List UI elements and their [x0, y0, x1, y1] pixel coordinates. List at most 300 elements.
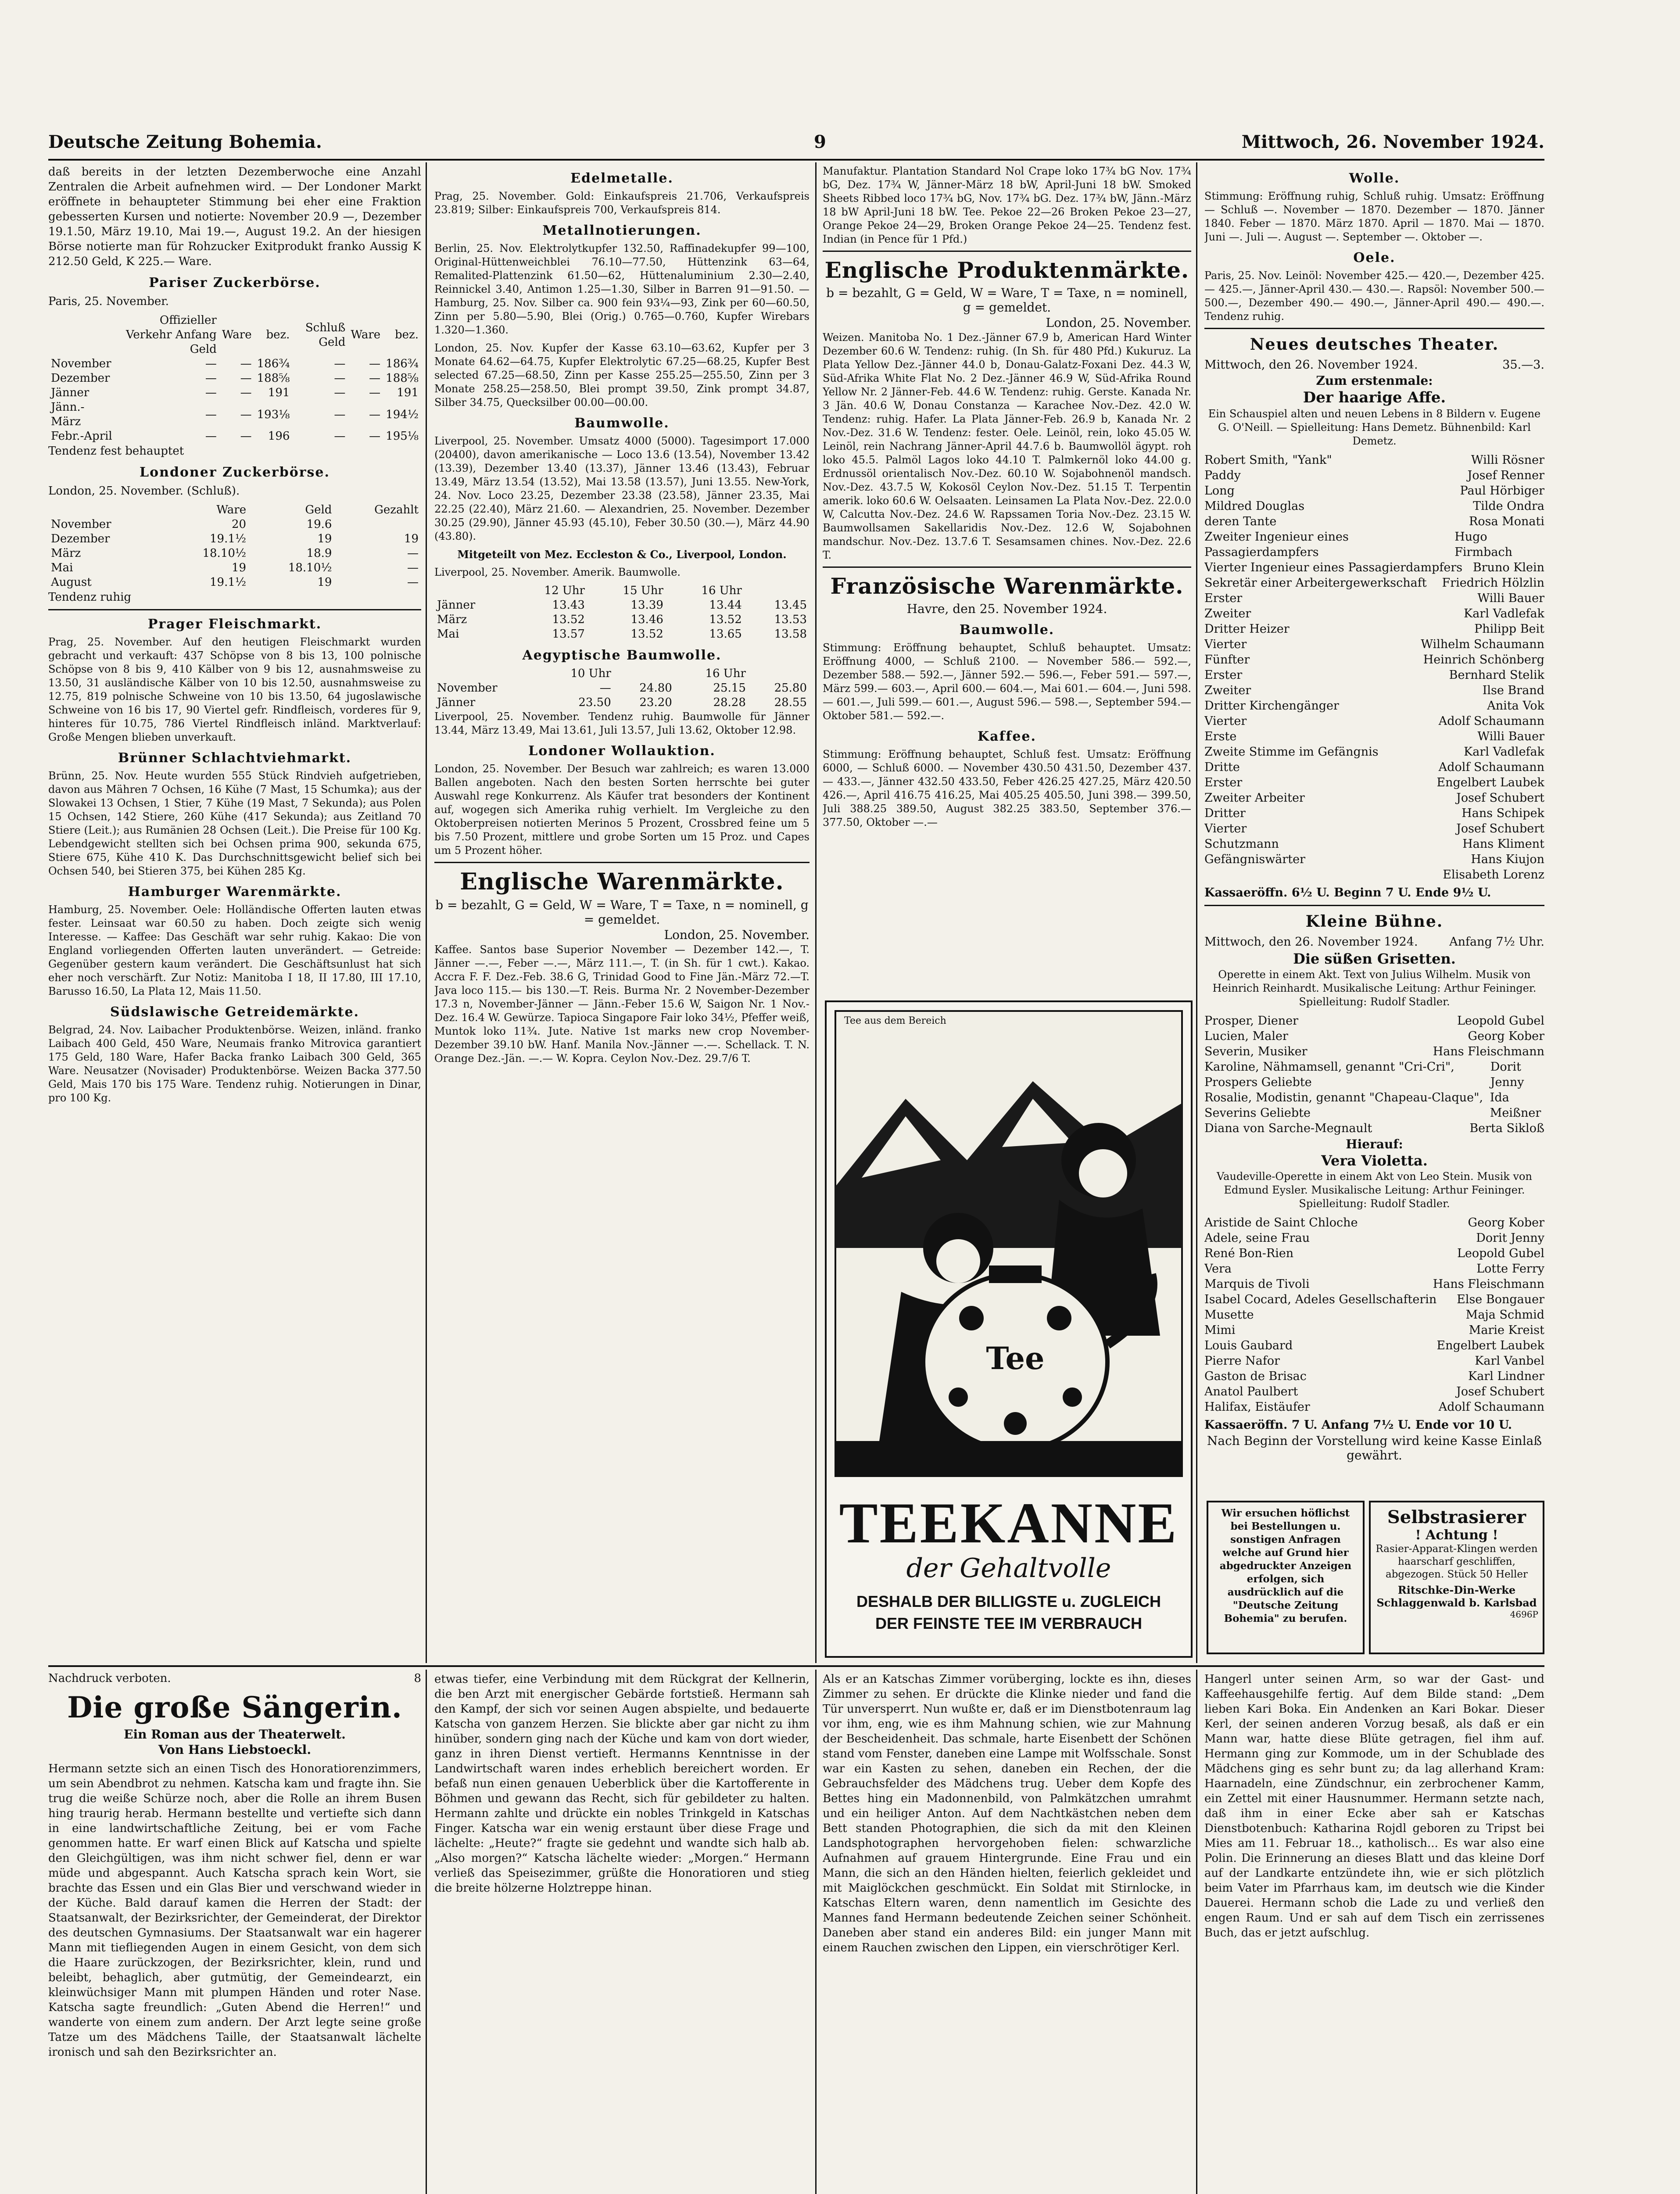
- actor-name: Josef Schubert: [1456, 822, 1544, 835]
- cell: 19.1½: [210, 532, 247, 545]
- razor-firm: Ritschke-Din-Werke Schlaggenwald b. Karlsbad: [1376, 1584, 1537, 1609]
- engl-produkten-title: Englische Produktenmärkte.: [824, 257, 1189, 283]
- cell: [334, 517, 421, 532]
- cast-row: [1204, 1090, 1544, 1121]
- agypt-title: Aegyptische Baumwolle.: [522, 648, 722, 663]
- feuilleton-rule: [48, 1665, 1544, 1667]
- cast-row: [1204, 1384, 1544, 1399]
- london-metal-text: London, 25. Nov. Kupfer der Kasse 63.10—63.62, Kupfer per 3 Monate 64.62—64.75, Kupfer Elektrolytic 67.25—68.25, Kupfer Best selected 67.25—68.50, Zinn per Kasse 255.25—255.50, Zinn per 3 Monate 258.25—258.50, Blei prompt 39.50, Zink prompt 34.87, Silber 34.75, Quecksilber 00.00—00.00.: [434, 342, 810, 409]
- cast-row: [1204, 683, 1544, 698]
- column-markets-1: [48, 165, 421, 1661]
- cast-row: [1204, 1323, 1544, 1338]
- teapot-dot: [1047, 1306, 1071, 1330]
- kb-note: Nach Beginn der Vorstellung wird keine Kasse Einlaß gewährt.: [1207, 1434, 1542, 1463]
- actor-name: Marie Kreist: [1469, 1323, 1544, 1337]
- wolle-text: Stimmung: Eröffnung ruhig, Schluß ruhig. Umsatz: Eröffnung — Schluß —. November — 1870. Dezember — 1870. Jänner 1840. Feber — 1870. März 1870. April — 1870. Mai — 1870. Juni —. Juli —. August —. September —. Oktober —.: [1204, 190, 1544, 243]
- table-row: [48, 400, 421, 429]
- theater-first-time: Zum erstenmale:: [1316, 373, 1433, 388]
- role-name: Zweiter: [1204, 684, 1251, 697]
- suedslaw-text: Belgrad, 24. Nov. Laibacher Produktenbörse. Weizen, inländ. franko Laibach 400 Geld, 450 Ware, Neumais franko Mitrovica garantiert 175 Geld, 180 Ware, Hafer Backa franko Laibach 300 Geld, 365 Ware. Neusatzer (Novisader) Produktenbörse. Weizen Backa 377.50 Geld, Mais 170 bis 175 Ware. Tendenz ruhig. Notierungen in Dinar, pro 100 Kg.: [48, 1024, 421, 1104]
- ground-shape: [835, 1441, 1182, 1476]
- role-name: Dritter: [1204, 807, 1246, 820]
- cast-row: [1204, 591, 1544, 606]
- table-row: [48, 546, 421, 561]
- column-divider: [815, 162, 817, 1663]
- cast-row: [1204, 1338, 1544, 1353]
- table-row: [48, 386, 421, 400]
- table-row: [434, 695, 810, 710]
- cell: 191: [397, 386, 419, 399]
- kb-desc2: Vaudeville-Operette in einem Akt von Leo Stein. Musik von Edmund Eysler. Musikalische Leitung: Arthur Feininger. Spielleitung: Rudolf Stadler.: [1217, 1170, 1532, 1210]
- cell: 13.44: [709, 599, 742, 612]
- page-number: 9: [814, 132, 826, 152]
- cell: 186¾: [386, 357, 419, 370]
- table-header: bez.: [395, 328, 419, 341]
- cell: 13.43: [552, 599, 585, 612]
- table-row: [48, 313, 421, 357]
- cast-row: [1204, 1307, 1544, 1323]
- page-header: [48, 132, 1544, 158]
- actor-name: Hugo Firmbach: [1454, 530, 1512, 559]
- divider: [1204, 328, 1544, 329]
- kb-play-title: Die süßen Grisetten.: [1293, 950, 1456, 967]
- actor-name: Willi Rösner: [1471, 453, 1544, 467]
- cell: 13.52: [709, 613, 742, 626]
- role-name: Erster: [1204, 668, 1243, 682]
- cell: November: [51, 518, 111, 531]
- cast-row: [1204, 1261, 1544, 1276]
- razor-ad: [1369, 1501, 1544, 1654]
- man-face: [936, 1239, 980, 1283]
- cell: —: [240, 372, 252, 385]
- actor-name: Adolf Schaumann: [1438, 714, 1544, 728]
- cell: 25.15: [713, 681, 746, 695]
- divider: [1204, 905, 1544, 906]
- teekanne-slogan: der Gehaltvolle: [906, 1553, 1111, 1584]
- role-name: Halifax, Eistäufer: [1204, 1400, 1310, 1414]
- actor-name: Georg Kober: [1468, 1216, 1544, 1230]
- kb-desc: Operette in einem Akt. Text von Julius Wilhelm. Musik von Heinrich Reinhardt. Musikalische Leitung: Arthur Feininger. Spielleitung: Rudolf Stadler.: [1212, 968, 1537, 1008]
- role-name: Vera: [1204, 1262, 1232, 1276]
- cell: 186¾: [257, 357, 290, 370]
- paris-tendency: Tendenz fest behauptet: [48, 445, 184, 458]
- razor-code: 4696P: [1510, 1609, 1538, 1620]
- feuilleton-col-4: [1204, 1672, 1544, 2194]
- table-row: [48, 371, 421, 386]
- role-name: Schutzmann: [1204, 837, 1279, 851]
- feuilleton-col-2: [434, 1672, 810, 2194]
- table-header: 10 Uhr: [570, 667, 611, 680]
- kb-play2-title: Vera Violetta.: [1321, 1152, 1428, 1169]
- table-header: 16 Uhr: [705, 667, 746, 680]
- header-rule: [48, 159, 1544, 161]
- prod-text: Weizen. Manitoba No. 1 Dez.-Jänner 67.9 b, American Hard Winter Dezember 60.6 W. Tendenz: ruhig. (In Sh. für 480 Pfd.) Kukuruz. La Plata Yellow Dez.-Jänner 44.0 b, Donau-Galatz-Foxani Dez. 44.3 W, Süd-Afrika White Flat No. 2 Dez.-Jänner 46.9 W, Süd-Afrika Round Yellow Nr. 2 Jänner-Feb. 44.6 W. Tendenz: ruhig. Gerste. Kanada Nr. 3 Jän. 40.6 W, Donau Constanza — Karachee Nov.-Dez. 42.0 W. Tendenz: ruhig. Hafer. La Plata Jänner-Feb. 26.9 b, Kanada Nr. 2 Nov.-Dez. 31.6 W. Tendenz: fester. Oele. Leinöl, rein, loko 45.05 W. Leinöl, rein Nachrang Jänner-April 44.7.6 b. Baumwollöl ägypt. roh loko 45.5. Palmöl Lagos loko 44.10 T. Palmkernöl loko 44.00 g. Erdnussöl orientalisch Nov.-Dez. 60.10 W. Sojabohnenöl mandsch. Nov.-Dez. 43.7.5 W, Kokosöl Ceylon Nov.-Dez. 51.15 T. Terpentin amerik. loko 60.6 W. Oelsaaten. Leinsamen La Plata Nov.-Dez. 22.0.0 W, Calcutta Nov.-Dez. 24.6 W. Rapssamen Toria Nov.-Dez. 23.15 W. Baumwollsamen Sakellaridis Nov.-Dez. 12.6 W, Sojabohnen mandschur. Nov.-Dez. 13.7.6 T. Sesamsamen chines. Nov.-Dez. 22.6 T.: [823, 331, 1191, 561]
- cell: 28.28: [713, 696, 746, 709]
- table-row: [434, 598, 810, 613]
- franz-bw-title: Baumwolle.: [959, 622, 1055, 638]
- kb-cast-list-2: [1204, 1215, 1544, 1415]
- cast-row: [1204, 790, 1544, 806]
- role-name: Zweiter Ingenieur eines Passagierdampfers: [1204, 530, 1349, 559]
- cast-row: [1204, 1276, 1544, 1292]
- actor-name: Ilse Brand: [1482, 684, 1544, 697]
- actor-name: Karl Lindner: [1468, 1369, 1544, 1383]
- cell: 195⅛: [386, 430, 419, 443]
- role-name: Marquis de Tivoli: [1204, 1277, 1310, 1291]
- kb-date: Mittwoch, den 26. November 1924.: [1204, 935, 1418, 949]
- cell: November: [437, 681, 498, 695]
- table-row: [48, 357, 421, 371]
- actor-name: Josef Schubert: [1456, 1385, 1544, 1398]
- london-sugar-table: [48, 503, 421, 590]
- teekanne-line2: DER FEINSTE TEE IM VERBRAUCH: [875, 1614, 1143, 1632]
- cast-row: [1204, 1353, 1544, 1369]
- actor-name: Friedrich Hölzlin: [1442, 576, 1544, 590]
- table-row: [434, 681, 810, 695]
- teapot-dot: [1063, 1387, 1082, 1407]
- teekanne-illustration: [827, 1002, 1191, 1485]
- cell: —: [240, 357, 252, 370]
- actor-name: Leopold Gubel: [1457, 1014, 1544, 1028]
- actor-name: Rosa Monati: [1469, 515, 1544, 528]
- actor-name: Hans Fleischmann: [1433, 1045, 1544, 1058]
- cell: —: [407, 576, 419, 589]
- teekanne-brand: TEEKANNE: [839, 1491, 1179, 1555]
- role-name: Aristide de Saint Chloche: [1204, 1216, 1358, 1230]
- cell: [749, 667, 810, 681]
- cast-row: [1204, 1215, 1544, 1230]
- cell: —: [240, 386, 252, 399]
- cast-row: [1204, 821, 1544, 836]
- actor-name: Leopold Gubel: [1457, 1247, 1544, 1260]
- role-name: René Bon-Rien: [1204, 1247, 1294, 1260]
- actor-name: Lotte Ferry: [1476, 1262, 1544, 1276]
- table-header: Geld: [305, 503, 332, 516]
- actor-name: Willi Bauer: [1477, 592, 1544, 605]
- role-name: Louis Gaubard: [1204, 1339, 1293, 1352]
- cast-row: [1204, 775, 1544, 790]
- story-title: Die große Sängerin.: [67, 1690, 402, 1724]
- cell: Mai: [51, 561, 73, 574]
- role-name: Dritte: [1204, 760, 1240, 774]
- cast-row: [1204, 606, 1544, 621]
- cast-row: [1204, 1246, 1544, 1261]
- london-sugar-title: Londoner Zuckerbörse.: [140, 465, 330, 480]
- paris-sugar-table: [48, 313, 421, 444]
- kb-hierauf: Hierauf:: [1346, 1137, 1403, 1151]
- role-name: deren Tante: [1204, 515, 1277, 528]
- actor-name: Karl Vadlefak: [1464, 745, 1544, 759]
- actor-name: Berta Sikloß: [1469, 1122, 1544, 1135]
- cell: —: [205, 408, 217, 421]
- cast-row: [1204, 575, 1544, 591]
- cell: —: [205, 357, 217, 370]
- role-name: Karoline, Nähmamsell, genannt "Cri-Cri", Prospers Geliebte: [1204, 1060, 1454, 1089]
- table-header: 16 Uhr: [701, 584, 742, 597]
- cell: 13.57: [552, 627, 585, 641]
- franz-date: Havre, den 25. November 1924.: [906, 602, 1107, 616]
- razor-text: Rasier-Apparat-Klingen werden haarscharf geschliffen, abgezogen. Stück 50 Heller: [1376, 1543, 1538, 1580]
- table-row: [434, 667, 810, 681]
- actor-name: Philipp Beit: [1474, 622, 1544, 636]
- cell: 28.55: [774, 696, 807, 709]
- table-row: [48, 561, 421, 575]
- table-header: Ware: [216, 503, 247, 516]
- cell: —: [205, 372, 217, 385]
- actor-name: Bruno Klein: [1472, 561, 1544, 574]
- table-header: Gezahlt: [374, 503, 419, 516]
- cast-row: [1204, 744, 1544, 760]
- actor-name: Karl Vanbel: [1475, 1354, 1544, 1368]
- franz-waren-title: Französische Warenmärkte.: [830, 573, 1184, 599]
- role-name: Zweite Stimme im Gefängnis: [1204, 745, 1379, 759]
- table-header: 12 Uhr: [544, 584, 585, 597]
- cell: 18.9: [306, 547, 332, 560]
- wolle-auction-title: Londoner Wollauktion.: [528, 743, 716, 759]
- baumwolle-title: Baumwolle.: [574, 416, 670, 431]
- table-header: bez.: [266, 328, 290, 341]
- cell: August: [51, 576, 92, 589]
- notice-text: Wir ersuchen höflichst bei Bestellungen u. sonstigen Anfragen welche auf Grund hier abgedruckter Anzeigen erfolgen, sich ausdrücklich auf die "Deutsche Zeitung Bohemia" zu berufen.: [1219, 1507, 1352, 1624]
- column-theater: [1204, 165, 1544, 1499]
- actor-name: Karl Vadlefak: [1464, 607, 1544, 620]
- column-divider: [815, 1670, 817, 2194]
- wolle-auction-text: London, 25. November. Der Besuch war zahlreich; es waren 13.000 Ballen angeboten. Nach den besten Sorten herrschte bei guter Auswahl rege Konkurrenz. Als Käufer trat besonders der Kontinent auf, wogegen sich Amerika ruhig verhielt. Im Vergleiche zu den Oktoberpreisen notierten Merinos 5 Prozent, Crossbred feine um 5 bis 7.50 Prozent, mittlere und grobe Sorten um 15 Proz. und Capes um 5 Prozent höher.: [434, 763, 810, 857]
- role-name: Mildred Douglas: [1204, 499, 1305, 513]
- actor-name: Adolf Schaumann: [1438, 1400, 1544, 1414]
- cell: —: [369, 430, 381, 443]
- header-date: Mittwoch, 26. November 1924.: [1241, 132, 1544, 152]
- cell: 188⅝: [257, 372, 290, 385]
- metall-title: Metallnotierungen.: [542, 223, 702, 238]
- role-name: Anatol Paulbert: [1204, 1385, 1298, 1398]
- role-name: Isabel Cocard, Adeles Gesellschafterin: [1204, 1293, 1437, 1306]
- cell: Jänn.-März: [51, 401, 85, 428]
- kb-cast-list: [1204, 1013, 1544, 1136]
- cast-row: [1204, 529, 1544, 560]
- london-tendency: Tendenz ruhig: [48, 591, 132, 604]
- prod-legend: b = bezahlt, G = Geld, W = Ware, T = Taxe, n = nominell, g = gemeldet.: [826, 286, 1188, 315]
- column-divider: [1196, 162, 1197, 1663]
- role-name: Pierre Nafor: [1204, 1354, 1280, 1368]
- cast-row: [1204, 760, 1544, 775]
- actor-name: Else Bongauer: [1457, 1293, 1544, 1306]
- cell: 19: [317, 576, 332, 589]
- cell: —: [334, 386, 346, 399]
- razor-sub: ! Achtung !: [1415, 1527, 1498, 1543]
- table-header: [48, 313, 115, 357]
- table-row: [48, 575, 421, 590]
- cast-row: [1204, 806, 1544, 821]
- franz-kaffee-text: Stimmung: Eröffnung behauptet, Schluß fest. Umsatz: Eröffnung 6000, — Schluß 6000. — November 430.50 431.50, Dezember 437.— 433.—, Jänner 432.50 433.50, Feber 426.25 427.25, März 420.50 426.—, April 416.75 416.25, Mai 405.25 405.50, Juni 398.— 399.50, Juli 388.25 389.50, August 382.25 383.50, September 376.— 377.50, Oktober —.—: [823, 748, 1191, 828]
- theater-cast-list: [1204, 452, 1544, 882]
- cell: —: [407, 547, 419, 560]
- role-name: Vierter Ingenieur eines Passagierdampfers: [1204, 561, 1463, 574]
- cell: —: [334, 430, 346, 443]
- engl-waren-title: Englische Warenmärkte.: [460, 868, 784, 895]
- kautschuk-tee-text: Manufaktur. Plantation Standard Nol Crape loko 17¾ bG Nov. 17¾ bG, Dez. 17¾ W, Jänner-März 18 bW, April-Juni 18 bW. Smoked Sheets Ribbed loco 17¾ bG, Nov. 17¾ bG. Dez. 17¾ bW, Jänn.-März 18 bW April-Juni 18 bW. Tee. Pekoe 22—26 Broken Pekoe 23—27, Orange Pekoe 24—29, Broken Orange Pekoe 24—25. Tendenz fest. Indian (in Pence für 1 Pfd.): [823, 165, 1191, 245]
- cast-row: [1204, 713, 1544, 729]
- cell: 25.80: [774, 681, 807, 695]
- prager-meat-text: Prag, 25. November. Auf den heutigen Fleischmarkt wurden gebracht und verkauft: 437 Schöpse von 8 bis 13, 100 polnische Schöpse von 8 bis 9, 410 Kälber von 9 bis 12, ausnahmsweise zu 13.50, 31 ausländische Kälber von 10 bis 12.50, ausnahmsweise zu 12.75, 819 polnische Schweine von 10 bis 13.50, 64 jugoslawische Schweine von 16 bis 17, 90 Viertel gefr. Rindfleisch, vorderes für 9, hinteres für 10.75, 786 Viertel Rindfleisch inländ. Marktverlauf: Große Mengen blieben unverkauft.: [48, 636, 421, 743]
- cast-row: [1204, 1044, 1544, 1059]
- kb-times: Kassaeröffn. 7 U. Anfang 7½ U. Ende vor 10 U.: [1204, 1418, 1512, 1432]
- theater-abo: 35.—3.: [1502, 358, 1544, 372]
- role-name: Erster: [1204, 776, 1243, 789]
- actor-name: Hans Fleischmann: [1433, 1277, 1544, 1291]
- actor-name: Dorit Jenny: [1490, 1060, 1524, 1089]
- story-text-3: Als er an Katschas Zimmer vorüberging, lockte es ihn, dieses Zimmer zu sehen. Er drückte die Klinke nieder und fand die Tür unversperrt. Nun wußte er, daß er im Dienstbotenraum lag vor ihm, eng, wie es ihm Mahnung schien, wie zur Mahnung der Bescheidenheit. Das schmale, harte Eisenbett der Schönen stand vom Fenster, daneben eine Lampe mit Wolfsschale. Sonst war ein Kasten zu sehen, daneben ein Rechen, der die Gebrauchsfelder des Mädchens trug. Ueber dem Kopfe des Bettes hing ein Madonnenbild, von Palmkätzchen umrahmt und ein heiliger Anton. Auf dem Nachtkästchen neben dem Bett standen Photographien, die sich da mit den Kleinen Landsphotographen hervorgehoben fielen: schwarzliche Aufnahmen auf grauem Hintergrunde. Eine Frau und ein Mann, die sich an den Händen hielten, feierlich gekleidet und mit Maiglöckchen geschmückt. Ein Soldat mit Stirnlocke, in Katschas Eltern waren, denn namentlich im Gesichte des Mannes fand Hermann bedeutende Zeichen seiner Schönheit. Daneben aber stand ein anderes Bild: ein junger Mann mit einem Rauchen zwischen den Lippen, ein vierschrötiger Kerl.: [823, 1673, 1191, 1954]
- role-name: Long: [1204, 484, 1235, 498]
- engl-legend: b = bezahlt, G = Geld, W = Ware, T = Taxe, n = nominell, g = gemeldet.: [435, 898, 809, 927]
- table-header: Schluß Geld: [305, 321, 346, 349]
- feuilleton-col-1: [48, 1672, 421, 2194]
- cell: Dezember: [51, 372, 110, 385]
- cell: 191: [268, 386, 290, 399]
- cell: 24.80: [639, 681, 672, 695]
- table-header: [434, 667, 540, 681]
- cell: 19: [317, 532, 332, 545]
- cast-row: [1204, 836, 1544, 852]
- cell: 19: [232, 561, 247, 574]
- table-header: [434, 584, 509, 598]
- cast-row: [1204, 1292, 1544, 1307]
- theater-title: Neues deutsches Theater.: [1250, 335, 1499, 354]
- divider: [823, 566, 1191, 568]
- cast-row: [1204, 1059, 1544, 1090]
- role-name: Robert Smith, "Yank": [1204, 453, 1332, 467]
- baumwolle-text: Liverpool, 25. November. Umsatz 4000 (5000). Tagesimport 17.000 (20400), davon amerikanische — Loco 13.6 (13.54), November 13.42 (13.39), Dezember 13.40 (13.37), Jänner 13.46 (13.43), Februar 13.49, März 13.54 (13.52), Mai 13.58 (13.57), Juni 13.55. New-York, 24. Nov. Loco 23.25, Dezember 23.38 (23.58), Jänner 23.35, Mai 22.25 (22.40), März 21.60. — Alexandrien, 25. November. Dezember 30.25 (29.90), Jänner 45.93 (45.10), Feber 30.50 (30.—), März 44.90 (43.80).: [434, 435, 810, 542]
- cell: 13.65: [709, 627, 742, 641]
- actor-name: Hans Schipek: [1461, 807, 1544, 820]
- kb-title: Kleine Bühne.: [1305, 912, 1444, 931]
- teapot-word: Tee: [986, 1340, 1045, 1377]
- role-name: Adele, seine Frau: [1204, 1231, 1310, 1245]
- role-name: Severin, Musiker: [1204, 1045, 1307, 1058]
- cell: —: [599, 681, 611, 695]
- role-name: Gefängniswärter: [1204, 853, 1306, 866]
- cast-row: [1204, 621, 1544, 637]
- actor-name: Tilde Ondra: [1473, 499, 1544, 513]
- story-subtitle: Ein Roman aus der Theaterwelt.: [124, 1727, 346, 1742]
- cell: [614, 667, 675, 681]
- role-name: Dritter Heizer: [1204, 622, 1290, 636]
- cast-row: [1204, 1013, 1544, 1029]
- teapot-lid: [989, 1265, 1042, 1283]
- kb-anfang: Anfang 7½ Uhr.: [1449, 935, 1544, 949]
- woman-face: [1079, 1149, 1127, 1197]
- cell: —: [240, 408, 252, 421]
- role-name: Paddy: [1204, 469, 1241, 482]
- role-name: Vierter: [1204, 638, 1247, 651]
- oele-text: Paris, 25. Nov. Leinöl: November 425.— 420.—, Dezember 425.— 425.—, Jänner-April 430.— 430.—. Rapsöl: November 500.— 500.—, Dezember 490.— 490.—, Jänner-April 490.— 490.—. Tendenz ruhig.: [1204, 269, 1544, 323]
- table-row: [434, 584, 810, 598]
- teapot-dot: [949, 1387, 968, 1407]
- oele-title: Oele.: [1353, 250, 1396, 265]
- theater-desc: Ein Schauspiel alten und neuen Lebens in 8 Bildern v. Eugene G. O'Neill. — Spielleitung: Hans Demetz. Bühnenbild: Karl Demetz.: [1208, 408, 1541, 447]
- role-name: Prosper, Diener: [1204, 1014, 1299, 1028]
- actor-name: Maja Schmid: [1465, 1308, 1544, 1322]
- cell: —: [369, 357, 381, 370]
- franz-bw-text: Stimmung: Eröffnung behauptet, Schluß behauptet. Umsatz: Eröffnung 4000, — Schluß 2100. — November 586.— 592.—, Dezember 588.— 592.—, Jänner 592.— 596.—, Feber 591.— 597.—, März 599.— 603.—, April 600.— 604.—, Mai 601.— 604.—, Juni 598.— 601.—, Juli 599.— 601.—, August 596.— 598.—, September 594.— Oktober 581.— 592.—.: [823, 642, 1191, 722]
- actor-name: Hans Kliment: [1462, 837, 1544, 851]
- column-markets-2: [434, 165, 810, 1661]
- table-row: [48, 532, 421, 546]
- cast-row: [1204, 483, 1544, 498]
- divider: [48, 609, 421, 610]
- actor-name: Willi Bauer: [1477, 730, 1544, 743]
- cell: —: [205, 430, 217, 443]
- actor-name: Ida Meißner: [1490, 1091, 1541, 1120]
- theater-times: Kassaeröffn. 6½ U. Beginn 7 U. Ende 9½ U.: [1204, 886, 1491, 900]
- brunner-text: Brünn, 25. Nov. Heute wurden 555 Stück Rindvieh aufgetrieben, davon aus Mähren 7 Ochsen, 16 Kühe (7 Mast, 15 Schumka); aus der Slowakei 13 Ochsen, 1 Stier, 7 Kühe (19 Mast, 7 Sekunda); aus Polen 15 Ochsen, 142 Stiere, 260 Kühe (417 Sekunda); aus Zeitland 70 Stiere (Leit.); aus Rumänien 28 Ochsen (Leit.). Die Preise für 100 Kg. Lebendgewicht stellten sich bei Ochsen prima 900, sekunda 675, Stiere 675, Kühe 410 K. Das Durchschnittsgewicht belief sich bei Ochsen 540, bei Stieren 375, bei Kühen 285 Kg.: [48, 770, 421, 877]
- cell: 194½: [386, 408, 419, 421]
- actor-name: Bernhard Stelik: [1449, 668, 1544, 682]
- kb-date-row: [1204, 934, 1544, 950]
- teapot-dot: [959, 1306, 984, 1330]
- cell: —: [407, 561, 419, 574]
- feuilleton-col-3: [823, 1672, 1191, 2194]
- cast-row: [1204, 514, 1544, 529]
- actor-name: Josef Renner: [1467, 469, 1544, 482]
- table-row: [48, 429, 421, 444]
- cast-row: [1204, 468, 1544, 483]
- column-divider: [426, 162, 427, 1663]
- cast-row: [1204, 667, 1544, 683]
- role-name: Erster: [1204, 592, 1243, 605]
- cell: 19.1½: [210, 576, 247, 589]
- cast-row: [1204, 637, 1544, 652]
- cell: Dezember: [51, 532, 110, 545]
- engl-waren-text: Kaffee. Santos base Superior November — Dezember 142.—, T. Jänner —.—, Feber —.—, März 111.—, T. (in Sh. für 1 cwt.). Kakao. Accra F. F. Dez.-Feb. 38.6 G, Trinidad Good to Fine Jän.-März 72.—T. Java loco 115.— bis 130.—T. Reis. Burma Nr. 2 November-Dezember 17.3 n, November-Jänner — Jänn.-Feber 15.6 W, Saigon Nr. 1 Nov.-Dez. 16.4 W. Gewürze. Tapioca Singapore Fair loko 34½, Pfeffer weiß, Muntok loko 11¾. Jute. Native 1st marks new crop November-Dezember 39.10 bW. Hanf. Manila Nov.-Jänner —.—. Schellack. T. N. Orange Dez.-Jän. —.— W. Kopra. Ceylon Nov.-Dez. 29.7/6 T.: [434, 943, 810, 1065]
- role-name: Fünfter: [1204, 653, 1250, 667]
- role-name: Zweiter: [1204, 607, 1251, 620]
- theater-date-row: [1204, 357, 1544, 373]
- cell: 13.53: [774, 613, 807, 626]
- actor-name: Josef Schubert: [1456, 791, 1544, 805]
- role-name: Sekretär einer Arbeitergewerkschaft: [1204, 576, 1427, 590]
- paris-date: Paris, 25. November.: [48, 295, 169, 308]
- teekanne-line1: DESHALB DER BILLIGSTE u. ZUGLEICH: [856, 1592, 1161, 1610]
- wolle-title: Wolle.: [1349, 171, 1400, 186]
- actor-name: Engelbert Laubek: [1436, 776, 1544, 789]
- table-row: [434, 613, 810, 627]
- london-date: London, 25. November. (Schluß).: [48, 484, 240, 498]
- reprint-note: Nachdruck verboten.: [48, 1672, 171, 1685]
- cell: 18.10½: [288, 561, 332, 574]
- actor-name: Hans Kiujon: [1471, 853, 1544, 866]
- cast-row: [1204, 1230, 1544, 1246]
- installment-number: 8: [414, 1672, 421, 1685]
- brunner-title: Brünner Schlachtviehmarkt.: [118, 750, 352, 766]
- table-row: [48, 503, 421, 517]
- cast-row: [1204, 1121, 1544, 1136]
- cell: 13.39: [630, 599, 663, 612]
- role-name: Erste: [1204, 730, 1237, 743]
- cell: Jänner: [437, 599, 476, 612]
- teapot-dot: [1004, 1412, 1027, 1435]
- cell: —: [334, 408, 346, 421]
- cell: 18.10½: [202, 547, 247, 560]
- header-title: Deutsche Zeitung Bohemia.: [48, 132, 322, 152]
- cast-row: [1204, 729, 1544, 744]
- edelmetalle-title: Edelmetalle.: [570, 171, 673, 186]
- story-text-1: Hermann setzte sich an einen Tisch des Honoratiorenzimmers, um sein Abendbrot zu nehmen. Katscha kam und fragte ihn. Sie trug die weiße Schürze noch, aber die Rolle an ihrem Busen hing traurig herab. Hermann bestellte und vertiefte sich dann in eine landwirtschaftliche Zeitung, bei er vom Fache genommen hatte. Er warf einen Blick auf Katscha und spielte den Gleichgültigen, was ihm nicht schwer fiel, denn er war müde und abgespannt. Auch Katscha sprach kein Wort, sie brachte das Essen und ein Glas Bier und verschwand wieder in der Küche. Bald darauf kamen die Herren der Stadt: der Staatsanwalt, der Bezirksrichter, der Gemeinderat, der Direktor des deutschen Gymnasiums. Der Staatsanwalt war ein hagerer Mann mit tiefliegenden Augen in einem Gesicht, von dem sich die Haare zurückzogen, der Bezirksrichter, klein, rund und beleibt, behaglich, aber gutmütig, der Gemeindearzt, ein kleinwüchsiger Mann mit plumpen Händen und roter Nase. Katscha sagte freundlich: „Guten Abend die Herren!“ und wanderte von einem zum andern. Der Arzt legte seine große Tatze um des Mädchens Taille, der Staatsanwalt lächelte ironisch und sah den Bezirksrichter an.: [48, 1762, 421, 2059]
- feuilleton-head: [48, 1672, 421, 1685]
- cell: 188⅝: [386, 372, 419, 385]
- cell: November: [51, 357, 111, 370]
- cell: 19.6: [306, 518, 332, 531]
